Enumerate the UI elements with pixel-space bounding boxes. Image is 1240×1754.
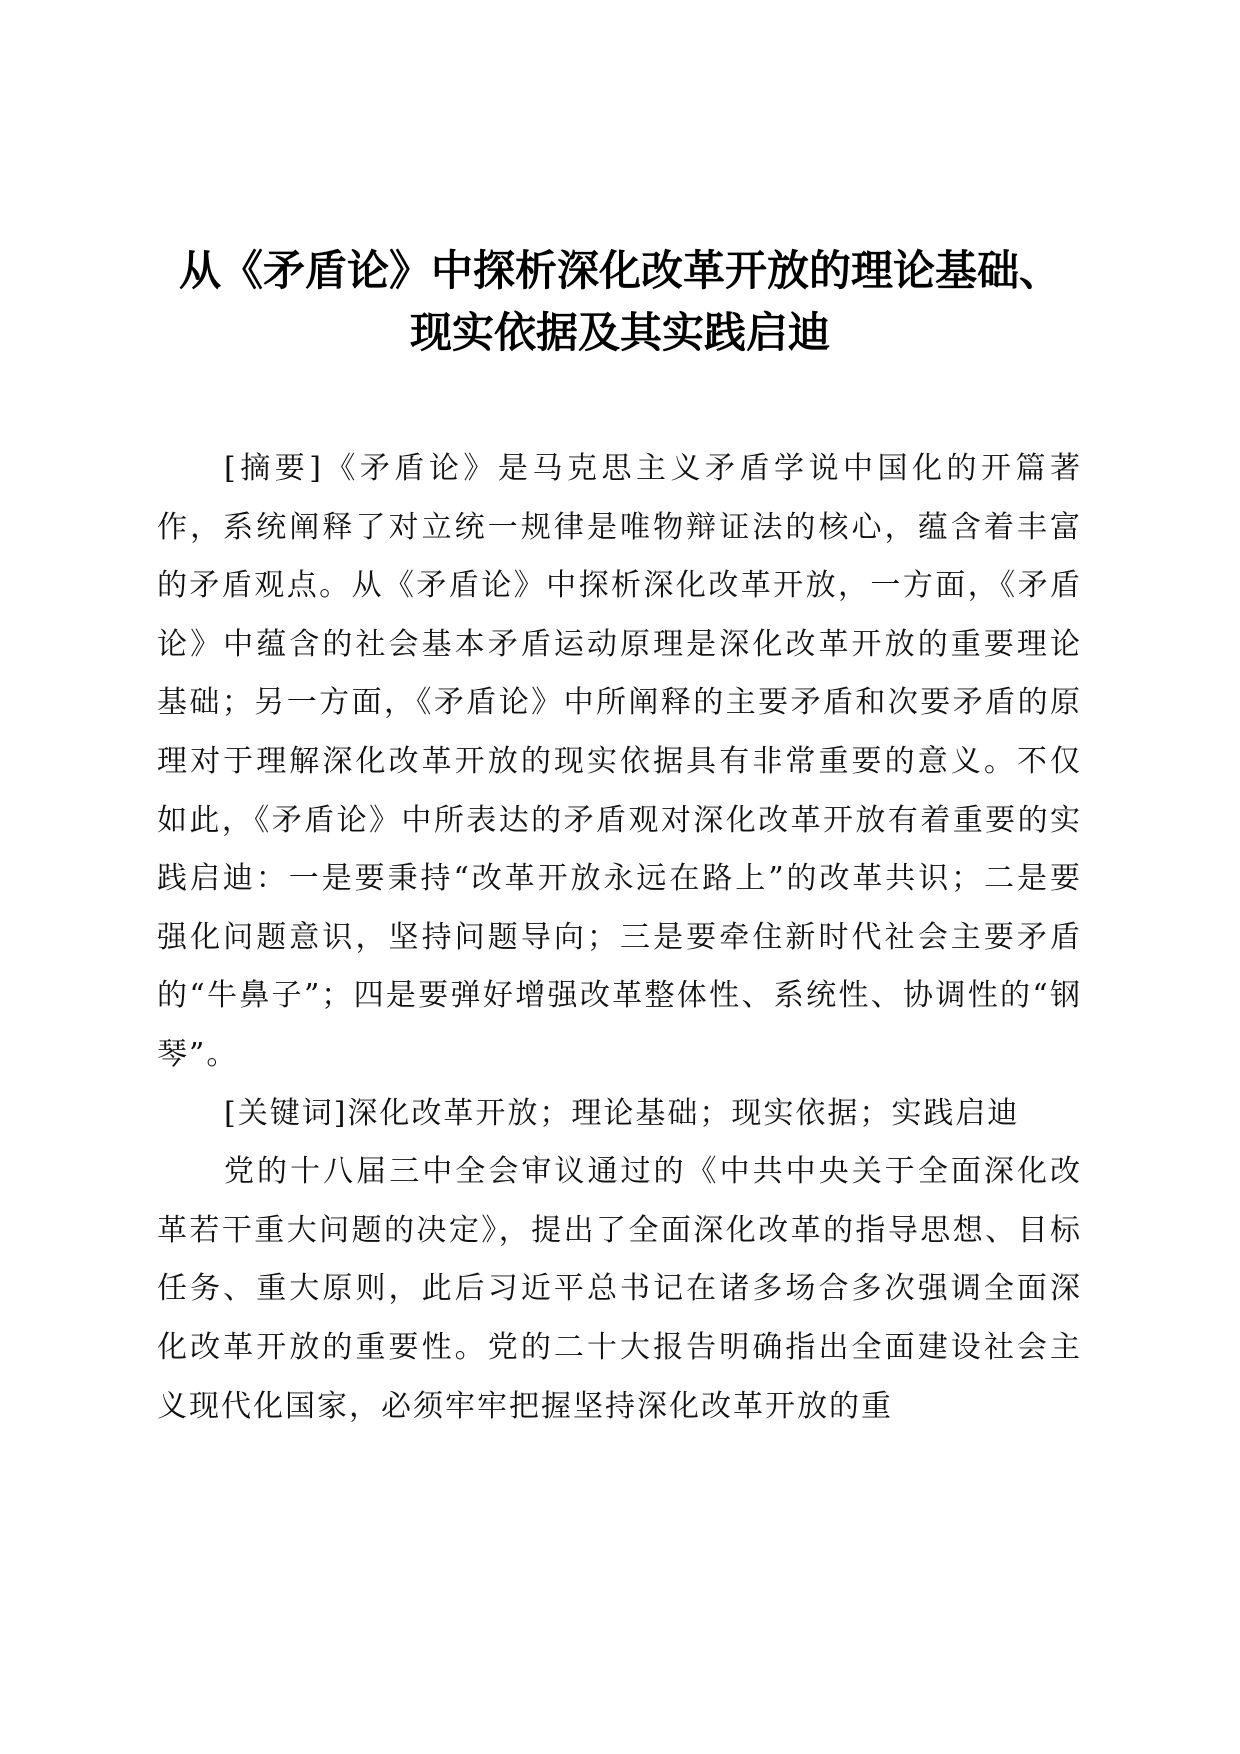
document-body: [157, 440, 1082, 1436]
keywords-paragraph: [关键词]深化改革开放；理论基础；现实依据；实践启迪: [224, 1095, 1020, 1131]
title-line-1: 从《矛盾论》中探析深化改革开放的理论基础、: [178, 246, 1061, 295]
intro-paragraph: 党的十八届三中全会审议通过的《中共中央关于全面深化改革若干重大问题的决定》，提出了全面深化改革的指导思想、目标任务、重大原则，此后习近平总书记在诸多场合多次强调全面深化改革开放的重要性。党的二十大报告明确指出全面建设社会主义现代化国家，必须牢牢把握坚持深化改革开放的重: [157, 1154, 1082, 1424]
document-title: [0, 240, 1240, 364]
title-line-2: 现实依据及其实践启迪: [409, 308, 830, 357]
abstract-paragraph: [摘要]《矛盾论》是马克思主义矛盾学说中国化的开篇著作，系统阐释了对立统一规律是唯物辩证法的核心，蕴含着丰富的矛盾观点。从《矛盾论》中探析深化改革开放，一方面，《矛盾论》中蕴含的社会基本矛盾运动原理是深化改革开放的重要理论基础；另一方面，《矛盾论》中所阐释的主要矛盾和次要矛盾的原理对于理解深化改革开放的现实依据具有非常重要的意义。不仅如此，《矛盾论》中所表达的矛盾观对深化改革开放有着重要的实践启迪：一是要秉持“改革开放永远在路上”的改革共识；二是要强化问题意识，坚持问题导向；三是要牵住新时代社会主要矛盾的“牛鼻子”；四是要弹好增强改革整体性、系统性、协调性的“钢琴”。: [157, 451, 1082, 1072]
